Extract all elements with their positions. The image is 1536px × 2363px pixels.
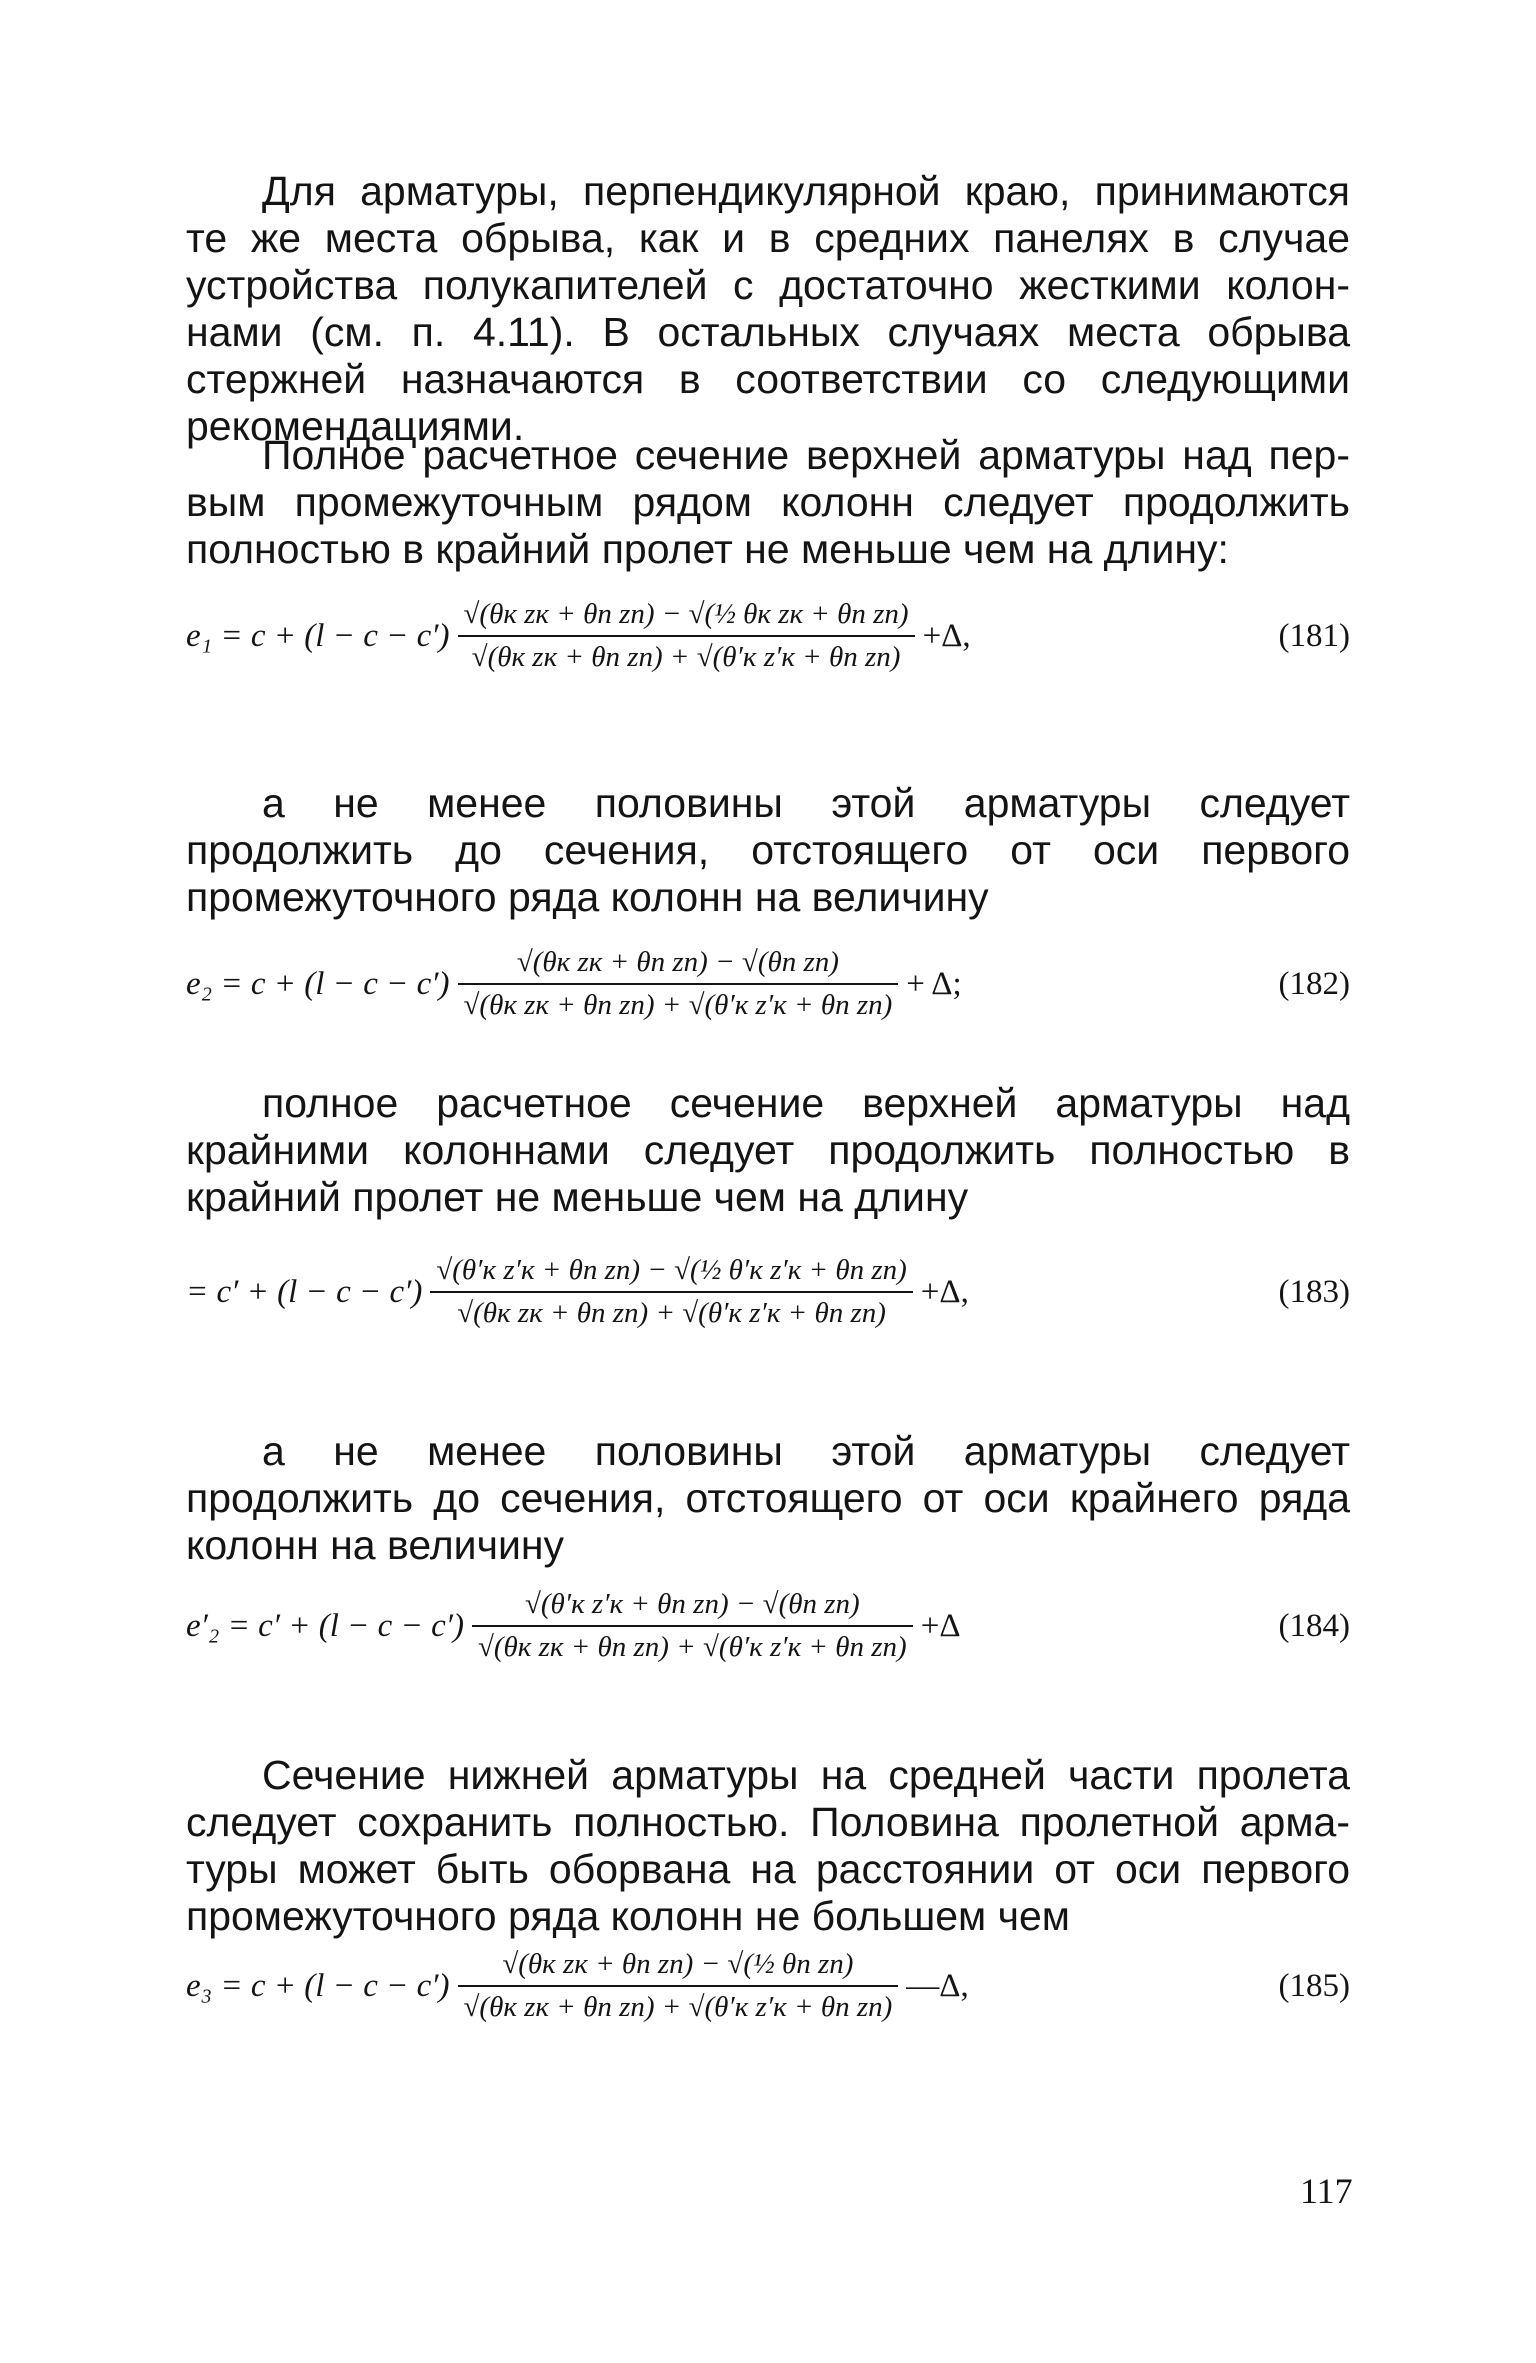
formula-denominator: √(θк zк + θп zп) + √(θ′к z′к + θп zп)	[471, 641, 901, 673]
equation-number: (185)	[1278, 1967, 1350, 2004]
formula-lhs: e₃ = c + (l − c − c′)	[186, 1967, 450, 2004]
formula-numerator: √(θк zк + θп zп) − √(½ θк zк + θп zп)	[458, 594, 915, 637]
formula-denominator: √(θк zк + θп zп) + √(θ′к z′к + θп zп)	[477, 1631, 907, 1663]
formula-fraction	[458, 1944, 899, 2028]
formula-182	[186, 942, 1350, 1026]
formula-numerator: √(θк zк + θп zп) − √(θп zп)	[458, 942, 899, 985]
formula-tail: —Δ,	[906, 1967, 969, 2004]
paragraph-half-reinforcement-edge-row: а не менее половины этой арматуры следует продолжить до сечения, отстоящего от оси крайнего ряда колонн на величину	[186, 1428, 1350, 1568]
formula-fraction	[458, 942, 899, 1026]
formula-fraction	[472, 1584, 913, 1668]
formula-lhs: e′₂ = c′ + (l − c − c′)	[186, 1607, 464, 1644]
formula-lhs: e₁ = c + (l − c − c′)	[186, 617, 450, 654]
equation-number: (184)	[1278, 1607, 1350, 1644]
formula-denominator: √(θк zк + θп zп) + √(θ′к z′к + θп zп)	[463, 1991, 893, 2023]
formula-fraction	[458, 594, 915, 678]
paragraph-lower-reinforcement: Сечение нижней арматуры на средней части пролета следует сохранить полностью. Половина пролетной арматуры может быть оборвана на расстоянии от оси первого промежуточного ряда колонн не большем чем	[186, 1752, 1350, 1939]
paragraph-upper-reinforcement-first-row: Полное расчетное сечение верхней арматуры над первым промежуточным рядом колонн следует продолжить полностью в крайний пролет не меньше чем на длину:	[186, 432, 1350, 572]
formula-184	[186, 1584, 1350, 1668]
paragraph-reinforcement-perpendicular: Для арматуры, перпендикулярной краю, принимаются те же места обрыва, как и в средних панелях в случае устройства полукапителей с достаточно жесткими колоннами (см. п. 4.11). В остальных случаях места обрыва стержней назначаются в соответствии со следующими рекомендациями.	[186, 168, 1350, 449]
equation-number: (181)	[1278, 617, 1350, 654]
formula-181	[186, 594, 1350, 678]
paragraph-upper-reinforcement-edge-columns: полное расчетное сечение верхней арматуры над крайними колоннами следует продолжить полностью в крайний пролет не меньше чем на длину	[186, 1080, 1350, 1220]
equation-number: (182)	[1278, 965, 1350, 1002]
formula-numerator: √(θк zк + θп zп) − √(½ θп zп)	[458, 1944, 899, 1987]
formula-183	[186, 1250, 1350, 1334]
formula-tail: +Δ	[920, 1607, 961, 1644]
page-number: 117	[1300, 2171, 1353, 2211]
formula-tail: + Δ;	[906, 965, 962, 1002]
formula-tail: +Δ,	[920, 1273, 969, 1310]
paragraph-half-reinforcement-first-row: а не менее половины этой арматуры следует продолжить до сечения, отстоящего от оси первого промежуточного ряда колонн на величину	[186, 780, 1350, 920]
formula-denominator: √(θк zк + θп zп) + √(θ′к z′к + θп zп)	[463, 989, 893, 1021]
formula-numerator: √(θ′к z′к + θп zп) − √(½ θ′к z′к + θп zп)	[430, 1250, 912, 1293]
formula-numerator: √(θ′к z′к + θп zп) − √(θп zп)	[472, 1584, 913, 1627]
formula-tail: +Δ,	[922, 617, 971, 654]
formula-lhs: e₂ = c + (l − c − c′)	[186, 965, 450, 1002]
formula-fraction	[430, 1250, 912, 1334]
formula-lhs: = c′ + (l − c − c′)	[186, 1273, 423, 1310]
equation-number: (183)	[1278, 1273, 1350, 1310]
formula-denominator: √(θк zк + θп zп) + √(θ′к z′к + θп zп)	[457, 1297, 886, 1329]
formula-185	[186, 1944, 1350, 2028]
